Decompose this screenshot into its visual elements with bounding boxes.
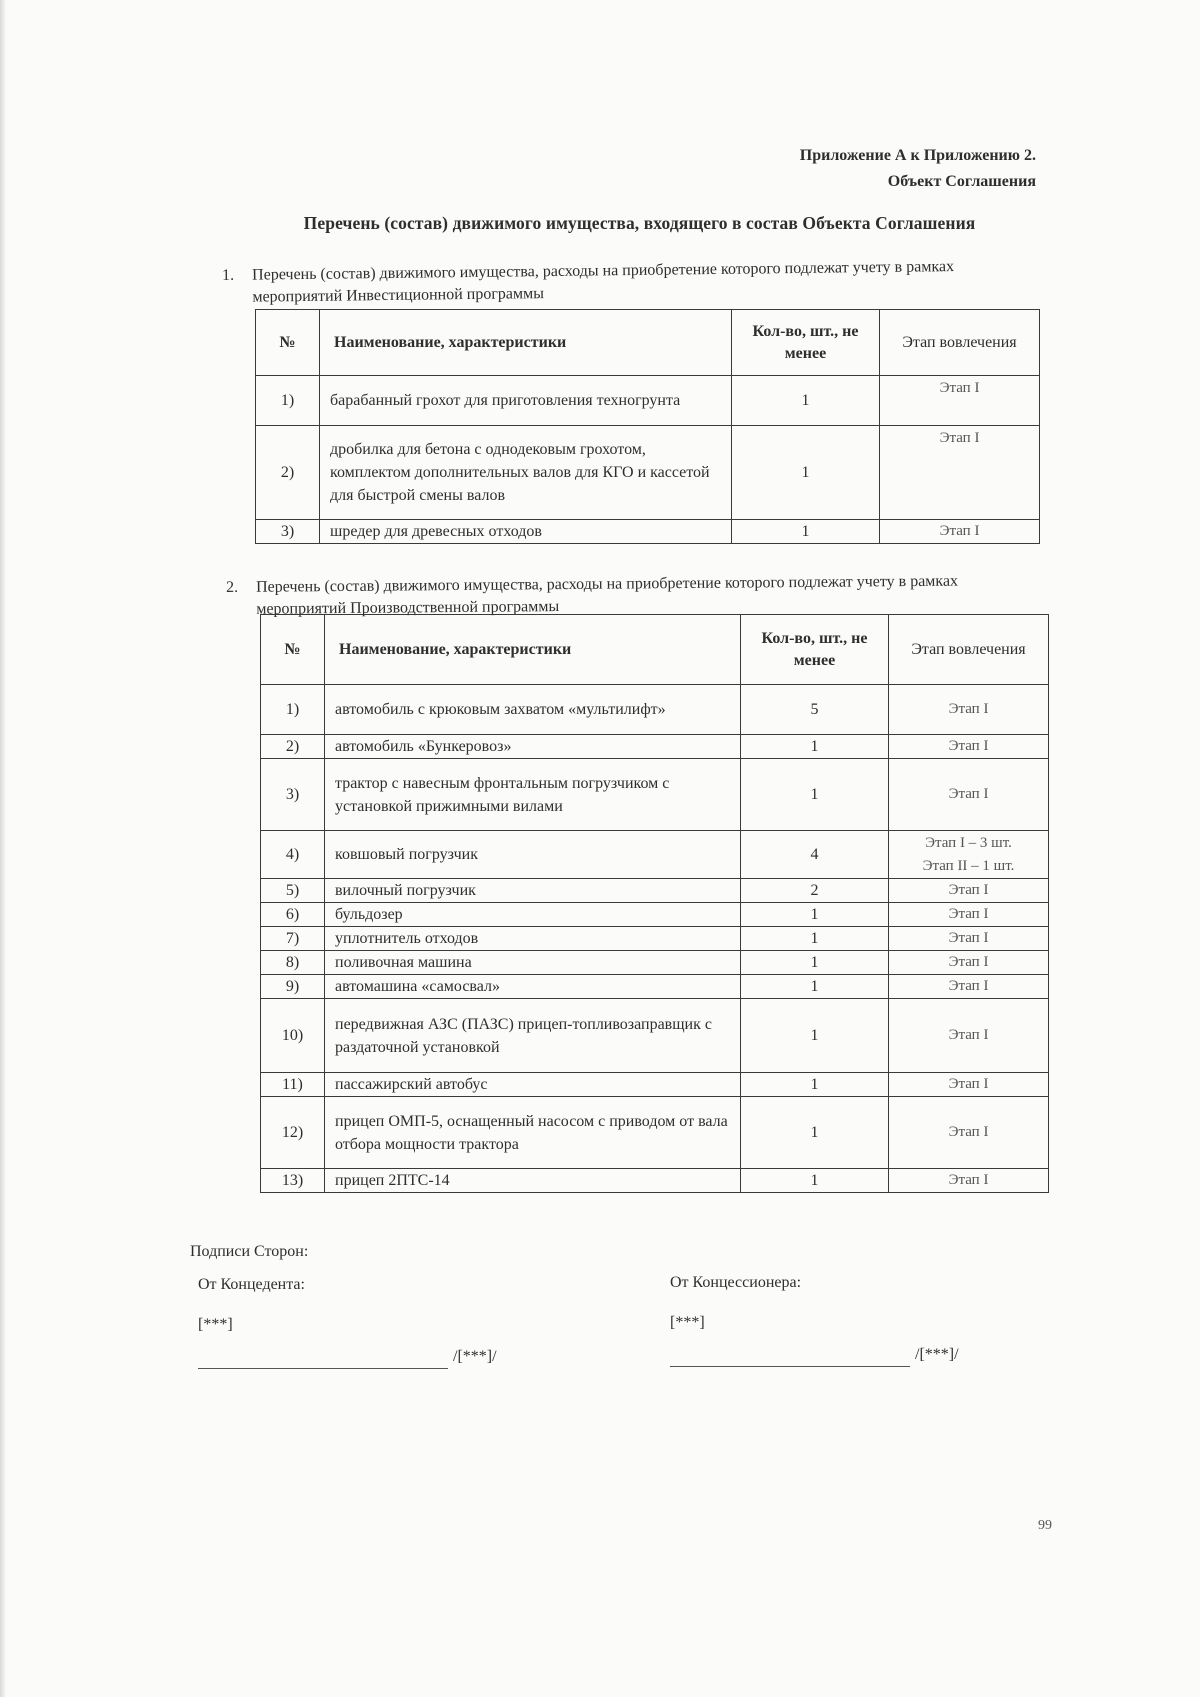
row-qty: 5 [741, 685, 889, 735]
row-name: автомобиль с крюковым захватом «мультилифт» [325, 685, 741, 735]
appendix-title: Приложение А к Приложению 2. [799, 147, 1036, 164]
concessionaire-signature-line [670, 1366, 910, 1367]
row-stage-line-1: Этап I – 3 шт. [925, 834, 1012, 851]
table-row [261, 975, 1049, 999]
row-name: передвижная АЗС (ПАЗС) прицеп-топливозаправщик с раздаточной установкой [325, 999, 741, 1073]
table-row [261, 1097, 1049, 1169]
section-1-heading [222, 255, 1022, 306]
column-header-num: № [261, 615, 325, 685]
section-1-text: Перечень (состав) движимого имущества, расходы на приобретение которого подлежат учету в рамках мероприятий Инвестиционной программы [252, 258, 955, 306]
row-number: 2) [256, 426, 320, 520]
row-qty: 1 [741, 927, 889, 951]
row-stage [889, 831, 1049, 879]
row-qty: 1 [741, 999, 889, 1073]
row-number: 11) [261, 1073, 325, 1097]
row-number: 9) [261, 975, 325, 999]
row-stage: Этап I [889, 975, 1049, 999]
row-stage: Этап I [889, 927, 1049, 951]
row-stage: Этап I [880, 426, 1040, 520]
row-qty: 1 [741, 975, 889, 999]
table-row [256, 426, 1040, 520]
concessionaire-name: [***] [670, 1314, 705, 1331]
page-title: Перечень (состав) движимого имущества, входящего в состав Объекта Соглашения [303, 213, 976, 233]
grantor-signature-name: /[***]/ [453, 1348, 497, 1365]
row-name: барабанный грохот для приготовления техногрунта [320, 376, 732, 426]
column-header-num: № [256, 310, 320, 376]
appendix-subtitle: Объект Соглашения [887, 173, 1036, 190]
document-header [636, 143, 1036, 195]
concessionaire-label: От Концессионера: [670, 1274, 802, 1291]
row-number: 10) [261, 999, 325, 1073]
table-row [261, 831, 1049, 879]
row-stage: Этап I [889, 1073, 1049, 1097]
row-qty: 4 [741, 831, 889, 879]
scan-edge [0, 0, 6, 1697]
column-header-name: Наименование, характеристики [320, 310, 732, 376]
row-stage: Этап I [889, 735, 1049, 759]
grantor-label: От Концедента: [198, 1276, 305, 1293]
page-number: 99 [1038, 1518, 1052, 1533]
row-stage: Этап I [889, 879, 1049, 903]
row-name: автомашина «самосвал» [325, 975, 741, 999]
row-number: 1) [256, 376, 320, 426]
table-row [261, 1073, 1049, 1097]
grantor-signature-line [198, 1368, 448, 1369]
row-qty: 1 [732, 376, 880, 426]
row-name: автомобиль «Бункеровоз» [325, 735, 741, 759]
table-row [261, 999, 1049, 1073]
table-row [261, 879, 1049, 903]
row-number: 3) [256, 520, 320, 544]
grantor-name: [***] [198, 1316, 233, 1333]
column-header-qty: Кол-во, шт., не менее [741, 615, 889, 685]
row-qty: 1 [732, 520, 880, 544]
row-number: 7) [261, 927, 325, 951]
row-qty: 1 [741, 1169, 889, 1193]
row-number: 6) [261, 903, 325, 927]
production-program-table [260, 614, 1049, 1193]
row-name: дробилка для бетона с однодековым грохотом, комплектом дополнительных валов для КГО и кассетой для быстрой смены валов [320, 426, 732, 520]
row-name: бульдозер [325, 903, 741, 927]
table-header-row [256, 310, 1040, 376]
section-2-number: 2. [226, 578, 239, 596]
row-name: поливочная машина [325, 951, 741, 975]
investment-program-table [255, 309, 1040, 544]
section-2-heading [226, 570, 1026, 618]
table-row [256, 520, 1040, 544]
column-header-stage: Этап вовлечения [880, 310, 1040, 376]
row-name: трактор с навесным фронтальным погрузчиком с установкой прижимными вилами [325, 759, 741, 831]
table-row [256, 376, 1040, 426]
table-row [261, 927, 1049, 951]
row-name: уплотнитель отходов [325, 927, 741, 951]
row-stage: Этап I [889, 903, 1049, 927]
row-qty: 2 [741, 879, 889, 903]
column-header-stage: Этап вовлечения [889, 615, 1049, 685]
row-name: шредер для древесных отходов [320, 520, 732, 544]
row-number: 2) [261, 735, 325, 759]
row-name: пассажирский автобус [325, 1073, 741, 1097]
signatures-label: Подписи Сторон: [190, 1243, 309, 1260]
row-number: 4) [261, 831, 325, 879]
row-name: ковшовый погрузчик [325, 831, 741, 879]
row-stage: Этап I [889, 951, 1049, 975]
table-row [261, 951, 1049, 975]
row-qty: 1 [741, 1097, 889, 1169]
row-stage: Этап I [880, 520, 1040, 544]
row-qty: 1 [741, 759, 889, 831]
row-qty: 1 [741, 735, 889, 759]
row-number: 13) [261, 1169, 325, 1193]
row-stage: Этап I [889, 1097, 1049, 1169]
concessionaire-signature-name: /[***]/ [915, 1346, 959, 1363]
row-qty: 1 [741, 951, 889, 975]
row-stage: Этап I [889, 685, 1049, 735]
row-qty: 1 [741, 1073, 889, 1097]
section-2-text: Перечень (состав) движимого имущества, расходы на приобретение которого подлежат учету в рамках мероприятий Производственной программы [256, 572, 959, 618]
column-header-name: Наименование, характеристики [325, 615, 741, 685]
table-row [261, 759, 1049, 831]
row-stage: Этап I [889, 1169, 1049, 1193]
table-row [261, 903, 1049, 927]
row-qty: 1 [732, 426, 880, 520]
row-number: 8) [261, 951, 325, 975]
row-stage-line-2: Этап II – 1 шт. [922, 857, 1015, 874]
row-number: 1) [261, 685, 325, 735]
column-header-qty: Кол-во, шт., не менее [732, 310, 880, 376]
row-stage: Этап I [880, 376, 1040, 426]
row-number: 12) [261, 1097, 325, 1169]
section-1-number: 1. [222, 266, 235, 284]
row-number: 3) [261, 759, 325, 831]
table-row [261, 735, 1049, 759]
row-stage: Этап I [889, 999, 1049, 1073]
row-qty: 1 [741, 903, 889, 927]
table-row [261, 1169, 1049, 1193]
table-row [261, 685, 1049, 735]
row-number: 5) [261, 879, 325, 903]
row-stage: Этап I [889, 759, 1049, 831]
row-name: прицеп 2ПТС-14 [325, 1169, 741, 1193]
row-name: прицеп ОМП-5, оснащенный насосом с приводом от вала отбора мощности трактора [325, 1097, 741, 1169]
table-header-row [261, 615, 1049, 685]
row-name: вилочный погрузчик [325, 879, 741, 903]
